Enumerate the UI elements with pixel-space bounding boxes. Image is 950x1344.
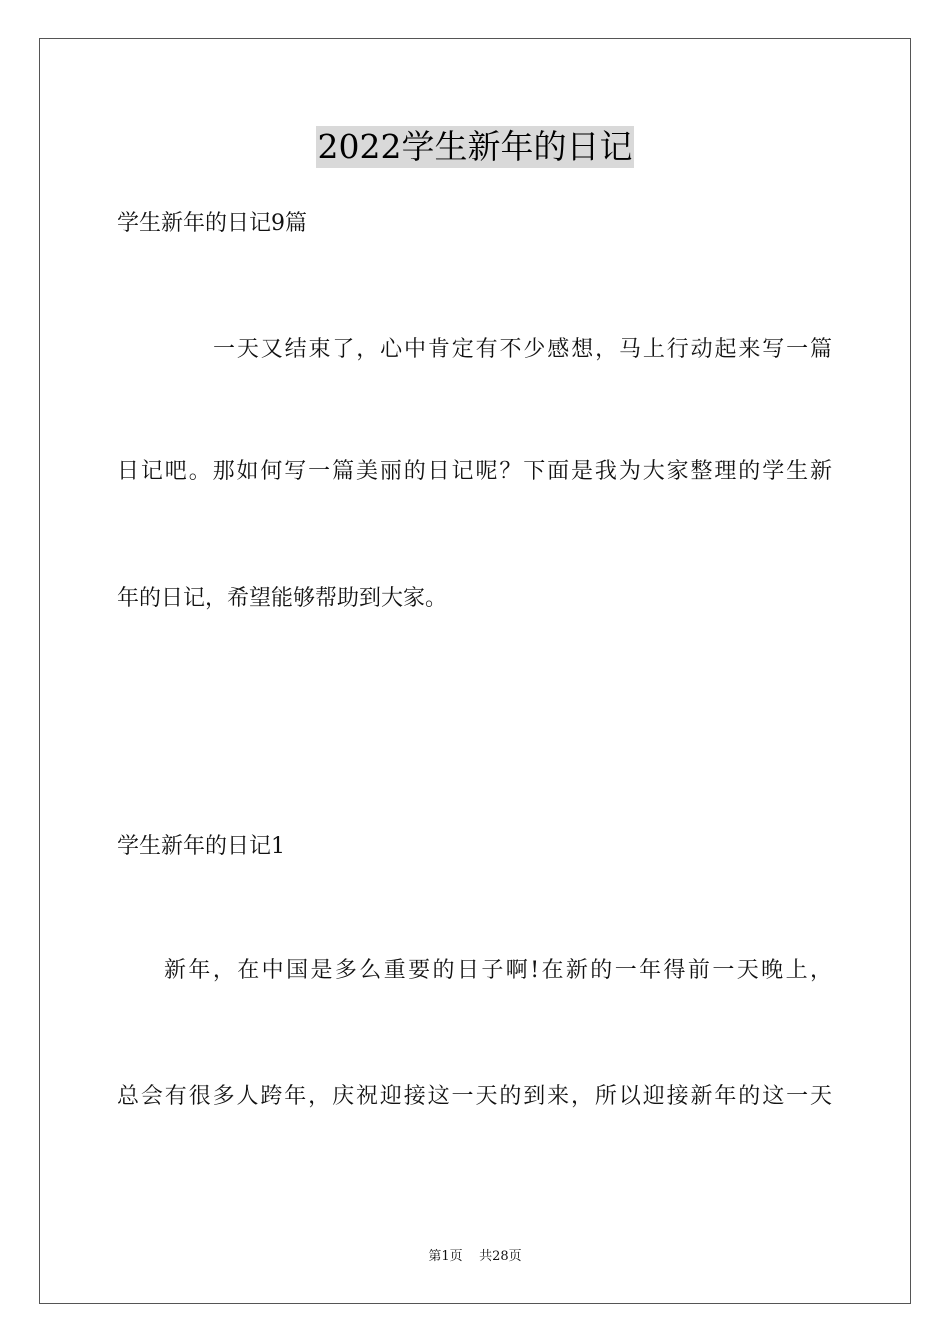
section-heading: 学生新年的日记1 (117, 834, 285, 859)
intro-line-1: 一天又结束了，心中肯定有不少感想，马上行动起来写一篇 (213, 337, 832, 362)
body-line-1: 新年，在中国是多么重要的日子啊!在新的一年得前一天晚上， (164, 958, 832, 983)
page-number: 第1页 (428, 1249, 463, 1264)
document-subtitle: 学生新年的日记9篇 (117, 211, 307, 236)
page-total: 共28页 (479, 1249, 522, 1264)
title-container (0, 126, 950, 168)
document-title: 2022学生新年的日记 (317, 127, 633, 166)
intro-line-3: 年的日记，希望能够帮助到大家。 (117, 586, 448, 611)
intro-line-2: 日记吧。那如何写一篇美丽的日记呢？下面是我为大家整理的学生新 (117, 459, 832, 484)
body-line-2: 总会有很多人跨年，庆祝迎接这一天的到来，所以迎接新年的这一天 (117, 1084, 832, 1109)
page-footer (0, 1248, 950, 1266)
